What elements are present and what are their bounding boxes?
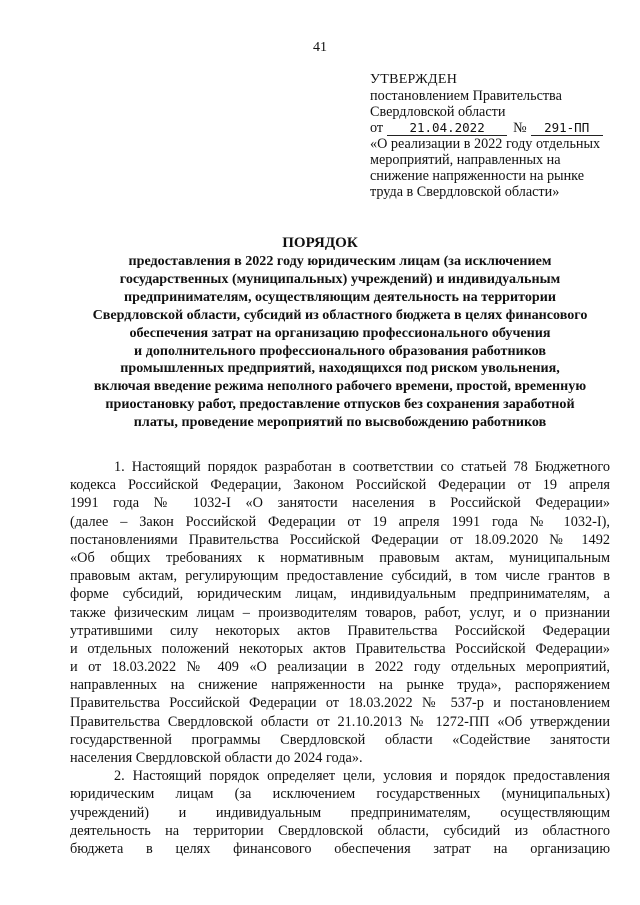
document-body (70, 458, 610, 858)
body-line: государственной программы Свердловской области «Содействие занятости (70, 731, 610, 748)
heading-line: платы, проведение мероприятий по высвобождению работников (133, 414, 547, 431)
body-line: кодекса Российской Федерации, Законом Российской Федерации от 19 апреля (70, 477, 610, 494)
approval-line-1: постановлением Правительства (370, 88, 562, 104)
paragraph-2 (70, 767, 610, 858)
approval-date: 21.04.2022 (387, 121, 507, 136)
heading-line: обеспечения затрат на организацию профессионального обучения (129, 324, 551, 341)
heading-line: приостановку работ, предоставление отпусков без сохранения заработной (105, 396, 575, 413)
approval-ref-line: «О реализации в 2022 году отдельных (370, 136, 601, 152)
body-line: «Об общих требованиях к нормативным правовым актам, муниципальным (70, 549, 610, 566)
body-line: и отдельных положений некоторых актов Правительства Российской Федерации» (70, 640, 610, 657)
page-number: 41 (313, 40, 327, 55)
heading-line: Свердловской области, субсидий из областного бюджета в целях финансового (92, 306, 588, 323)
body-line: постановлениями Правительства Российской Федерации от 18.09.2020 № 1492 (70, 531, 610, 548)
body-line: населения Свердловской области до 2024 года». (70, 750, 363, 766)
date-prefix: от (370, 120, 384, 136)
heading-line: включая введение режима неполного рабочего времени, простой, временную (93, 378, 587, 395)
document-title: ПОРЯДОК (282, 235, 358, 251)
approval-number: 291-ПП (531, 121, 603, 136)
approval-ref-line: труда в Свердловской области» (370, 184, 560, 200)
approval-title: УТВЕРЖДЕН (370, 72, 458, 87)
heading-line: промышленных предприятий, находящихся под риском увольнения, (120, 360, 560, 377)
approval-ref-line: снижение напряженности на рынке (370, 168, 585, 184)
document-heading (70, 253, 610, 432)
heading-line: предоставления в 2022 году юридическим лицам (за исключением (128, 253, 552, 269)
body-line: бюджета в целях финансового обеспечения затрат на организацию (70, 840, 610, 857)
body-line: 1991 года № 1032-I «О занятости населения в Российской Федерации» (70, 495, 610, 512)
body-line: 1. Настоящий порядок разработан в соответствии со статьей 78 Бюджетного (114, 459, 610, 475)
heading-line: и дополнительного профессионального образования работников (134, 342, 546, 359)
body-line: 2. Настоящий порядок определяет цели, условия и порядок предоставления (114, 768, 610, 785)
paragraph-1 (70, 458, 610, 767)
body-line: Правительства Российской Федерации от 18.03.2022 № 537-р и постановлением (70, 695, 610, 712)
number-prefix: № (513, 120, 527, 136)
body-line: утратившими силу некоторых актов Правительства Российской Федерации (70, 622, 610, 639)
body-line: правовым актам, регулирующим предоставление субсидий, в том числе грантов в (70, 568, 610, 585)
approval-line-2: Свердловской области (370, 104, 506, 120)
body-line: юридическим лицам (за исключением государственных (муниципальных) (70, 786, 610, 803)
heading-line: предпринимателям, осуществляющим деятельность на территории (124, 288, 556, 305)
body-line: (далее – Закон Российской Федерации от 19 апреля 1991 года № 1032-I), (70, 513, 610, 530)
body-line: учреждений) и индивидуальным предпринимателям, осуществляющим (70, 804, 610, 821)
approval-date-line (370, 120, 610, 136)
heading-line: государственных (муниципальных) учреждений) и индивидуальным (119, 270, 561, 287)
body-line: деятельность на территории Свердловской области, субсидий из областного (70, 822, 610, 839)
body-line: направленных на снижение напряженности на рынке труда», распоряжением (70, 677, 610, 694)
approval-block (370, 72, 610, 200)
body-line: также физическим лицам – производителям товаров, работ, услуг, и о признании (70, 604, 610, 621)
body-line: и от 18.03.2022 № 409 «О реализации в 2022 году отдельных мероприятий, (70, 659, 610, 676)
body-line: Правительства Свердловской области от 21.10.2013 № 1272-ПП «Об утверждении (70, 713, 610, 730)
body-line: форме субсидий, юридическим лицам, индивидуальным предпринимателям, а (70, 586, 610, 603)
approval-ref-line: мероприятий, направленных на (370, 152, 561, 168)
